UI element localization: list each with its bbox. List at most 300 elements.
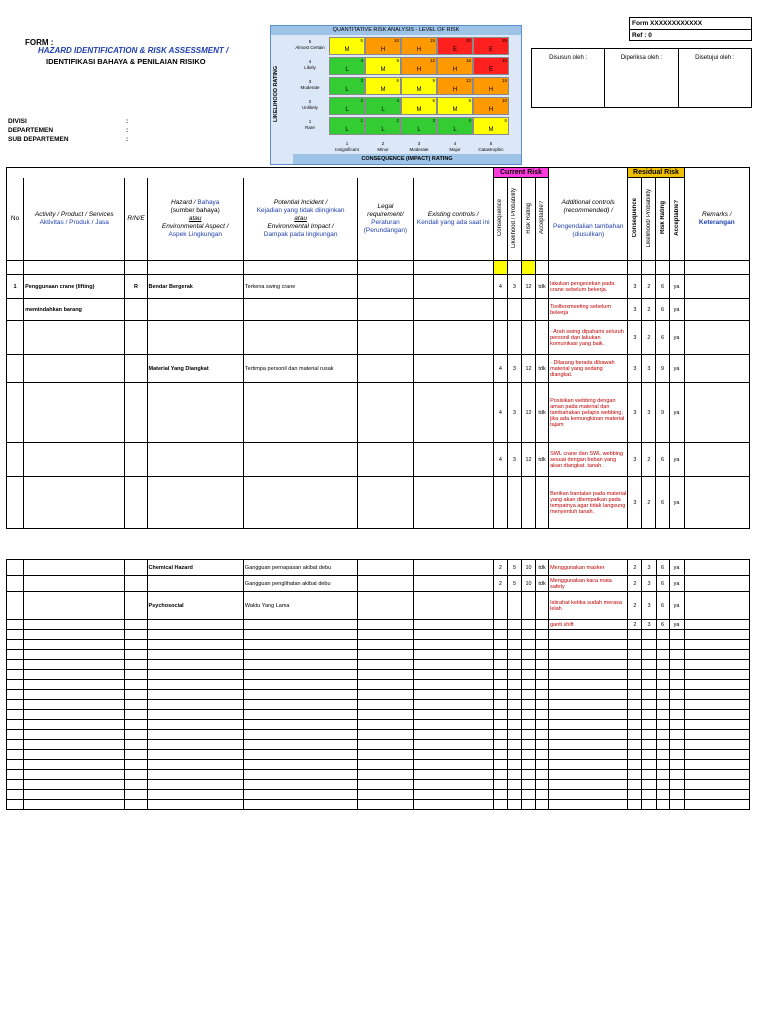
- field-sep: :: [126, 136, 129, 143]
- cell-consequence: [493, 321, 507, 355]
- cell-activity: [24, 477, 125, 529]
- cell-rne: [125, 680, 147, 690]
- matrix-cell-score: 10: [393, 38, 399, 43]
- cell-additional: [549, 680, 628, 690]
- cell-r-risk-rating: [656, 690, 669, 700]
- cell-r-risk-rating: [656, 660, 669, 670]
- cell-remarks: [684, 650, 749, 660]
- table-row: [7, 680, 750, 690]
- cell-legal: [358, 770, 413, 780]
- cell-consequence: [493, 750, 507, 760]
- cell-acceptable: [536, 650, 549, 660]
- cell-consequence: [493, 680, 507, 690]
- cell-legal: [358, 275, 413, 299]
- cell-remarks: [684, 780, 749, 790]
- cell-r-risk-rating: [656, 800, 669, 810]
- table-row: [7, 299, 750, 321]
- cell-r-risk-rating: [656, 670, 669, 680]
- cell-r-likelihood: 3: [642, 355, 656, 383]
- cell-existing: [413, 443, 493, 477]
- cell-r-consequence: [628, 790, 642, 800]
- cell-additional: [549, 790, 628, 800]
- cell-acceptable: [536, 780, 549, 790]
- cell-rne: [125, 592, 147, 620]
- cell-additional: [549, 770, 628, 780]
- cell-r-acceptable: [669, 680, 684, 690]
- cell-incident: [243, 790, 357, 800]
- col-consequence-label: Consequence: [497, 199, 504, 237]
- cell-no: [7, 780, 24, 790]
- cell-no: [7, 730, 24, 740]
- cell-remarks: [684, 710, 749, 720]
- cell-likelihood: [507, 740, 521, 750]
- matrix-row-label: 1 Rare: [305, 119, 315, 130]
- matrix-cell-score: 25: [501, 38, 507, 43]
- cell-r-acceptable: [669, 790, 684, 800]
- cell-existing: [413, 576, 493, 592]
- cell-r-consequence: 2: [628, 576, 642, 592]
- cell-hazard: [147, 660, 243, 670]
- cell-acceptable: [536, 770, 549, 780]
- cell-remarks: [684, 321, 749, 355]
- matrix-cell-score: 1: [360, 118, 363, 123]
- matrix-cell-level: H: [488, 87, 494, 93]
- cell-consequence: [493, 592, 507, 620]
- cell-risk-rating: [522, 720, 536, 730]
- cell-acceptable: [536, 620, 549, 630]
- table-row: [7, 800, 750, 810]
- cell-risk-rating: [522, 592, 536, 620]
- cell-r-consequence: 2: [628, 592, 642, 620]
- matrix-col-label: 2 Minor: [377, 141, 389, 152]
- table-row: [7, 760, 750, 770]
- cell-rne: [125, 321, 147, 355]
- cell-existing: [413, 690, 493, 700]
- cell-remarks: [684, 670, 749, 680]
- col-r-acceptable: [669, 178, 684, 261]
- cell-likelihood: [507, 720, 521, 730]
- cell-incident: [243, 630, 357, 640]
- cell-risk-rating: [522, 690, 536, 700]
- table-row: [7, 740, 750, 750]
- cell-hazard: [147, 790, 243, 800]
- cell-r-acceptable: [669, 650, 684, 660]
- cell-r-likelihood: [642, 660, 656, 670]
- checked-by: Diperiksa oleh :: [605, 49, 678, 107]
- cell-r-likelihood: [642, 690, 656, 700]
- matrix-cell-level: L: [453, 127, 457, 133]
- cell-remarks: [684, 477, 749, 529]
- matrix-cell: [437, 57, 473, 75]
- cell-r-consequence: [628, 640, 642, 650]
- cell-additional: · Arah swing dipahami seluruh personil dan lakukan komunikasi yang baik.: [549, 321, 628, 355]
- cell-r-likelihood: 3: [642, 576, 656, 592]
- matrix-cell-level: E: [488, 67, 493, 73]
- cell-acceptable: tdk: [536, 576, 549, 592]
- cell-incident: [243, 690, 357, 700]
- cell-incident: [243, 443, 357, 477]
- cell-hazard: [147, 630, 243, 640]
- matrix-cell-score: 3: [360, 78, 363, 83]
- cell-r-risk-rating: [656, 760, 669, 770]
- table-row: [7, 355, 750, 383]
- cell-remarks: [684, 299, 749, 321]
- cell-incident: Gangguan penglihatan akibat debu: [243, 576, 357, 592]
- cell-r-acceptable: ya: [669, 355, 684, 383]
- cell-hazard: [147, 383, 243, 443]
- cell-existing: [413, 670, 493, 680]
- col-r-consequence: [628, 178, 642, 261]
- cell-remarks: [684, 660, 749, 670]
- cell-risk-rating: [522, 650, 536, 660]
- col-incident-or: atau: [294, 214, 307, 222]
- cell-remarks: [684, 275, 749, 299]
- cell-r-risk-rating: [656, 730, 669, 740]
- matrix-cell-score: 4: [360, 58, 363, 63]
- cell-likelihood: 3: [507, 383, 521, 443]
- cell-no: [7, 560, 24, 576]
- cell-likelihood: 3: [507, 443, 521, 477]
- cell-hazard: [147, 760, 243, 770]
- table-row: [7, 780, 750, 790]
- matrix-cell-score: 2: [396, 118, 399, 123]
- matrix-cell-score: 9: [432, 78, 435, 83]
- cell-additional: · Dilarang berada dibawah material yang sedang diangkat.: [549, 355, 628, 383]
- matrix-cell: [401, 77, 437, 95]
- col-legal: [358, 178, 413, 261]
- cell-consequence: [493, 720, 507, 730]
- cell-hazard: [147, 780, 243, 790]
- cell-rne: [125, 790, 147, 800]
- cell-rne: [125, 383, 147, 443]
- cell-r-likelihood: [642, 780, 656, 790]
- cell-legal: [358, 800, 413, 810]
- cell-rne: [125, 299, 147, 321]
- matrix-title: QUANTITATIVE RISK ANALYSIS - LEVEL OF RISK: [271, 26, 521, 35]
- cell-rne: [125, 560, 147, 576]
- cell-risk-rating: [521, 299, 535, 321]
- matrix-cell: [401, 117, 437, 135]
- cell-no: [7, 630, 24, 640]
- cell-risk-rating: [522, 630, 536, 640]
- cell-r-acceptable: ya: [669, 620, 684, 630]
- cell-r-consequence: [628, 650, 642, 660]
- cell-r-likelihood: 2: [642, 477, 656, 529]
- cell-legal: [358, 443, 413, 477]
- cell-rne: [125, 576, 147, 592]
- cell-activity: [24, 640, 125, 650]
- matrix-cell-level: M: [380, 87, 386, 93]
- cell-risk-rating: [521, 477, 535, 529]
- cell-existing: [413, 592, 493, 620]
- matrix-row-label: 5 Almost Certain: [295, 39, 325, 50]
- cell-additional: Istirahat ketika sudah merasa lelah: [549, 592, 628, 620]
- matrix-col-label: 4 Major: [449, 141, 461, 152]
- cell-risk-rating: [522, 800, 536, 810]
- cell-incident: [243, 780, 357, 790]
- cell-incident: Terkena swing crane: [243, 275, 357, 299]
- matrix-cell-score: 6: [396, 78, 399, 83]
- cell-legal: [358, 355, 413, 383]
- cell-risk-rating: 12: [521, 443, 535, 477]
- cell-likelihood: [507, 730, 521, 740]
- cell-risk-rating: [522, 770, 536, 780]
- cell-remarks: [684, 760, 749, 770]
- cell-legal: [358, 700, 413, 710]
- cell-acceptable: tdk: [536, 443, 549, 477]
- cell-r-acceptable: ya: [669, 321, 684, 355]
- matrix-cell: [365, 77, 401, 95]
- table-row: [7, 592, 750, 620]
- cell-activity: [24, 560, 125, 576]
- cell-existing: [413, 630, 493, 640]
- cell-remarks: [684, 383, 749, 443]
- matrix-cell-level: M: [344, 47, 350, 53]
- cell-hazard: [147, 720, 243, 730]
- cell-r-acceptable: [669, 730, 684, 740]
- cell-risk-rating: 12: [521, 355, 535, 383]
- matrix-cell-level: M: [452, 107, 458, 113]
- cell-r-risk-rating: 6: [656, 299, 669, 321]
- cell-additional: Menggunakan masker: [549, 560, 628, 576]
- cell-hazard: [147, 740, 243, 750]
- cell-additional: [549, 780, 628, 790]
- cell-r-likelihood: [642, 740, 656, 750]
- col-r-likelihood-label: Likelihood/ Probability: [645, 188, 652, 248]
- table-row: [7, 790, 750, 800]
- cell-incident: Waktu Yang Lama: [243, 592, 357, 620]
- cell-incident: [243, 720, 357, 730]
- cell-activity: [24, 680, 125, 690]
- col-no: No: [7, 178, 24, 261]
- cell-additional: [549, 670, 628, 680]
- matrix-cell: [329, 97, 365, 115]
- matrix-cell-level: M: [416, 87, 422, 93]
- matrix-cell-score: 3: [432, 118, 435, 123]
- cell-r-consequence: [628, 710, 642, 720]
- col-activity-id: Aktivitas / Produk / Jasa: [39, 218, 109, 226]
- cell-legal: [358, 740, 413, 750]
- approved-by: Disetujui oleh :: [695, 55, 735, 61]
- cell-legal: [358, 780, 413, 790]
- cell-consequence: [493, 477, 507, 529]
- cell-hazard: [147, 443, 243, 477]
- cell-no: [7, 710, 24, 720]
- matrix-cell-level: L: [345, 107, 349, 113]
- cell-remarks: [684, 790, 749, 800]
- cell-legal: [358, 592, 413, 620]
- table-row: [7, 730, 750, 740]
- cell-r-acceptable: [669, 740, 684, 750]
- cell-r-consequence: 2: [628, 560, 642, 576]
- cell-rne: [125, 477, 147, 529]
- cell-likelihood: [507, 700, 521, 710]
- matrix-cell-level: M: [380, 67, 386, 73]
- cell-hazard: [147, 640, 243, 650]
- matrix-cell-score: 2: [360, 98, 363, 103]
- cell-incident: [243, 710, 357, 720]
- cell-existing: [413, 321, 493, 355]
- col-r-risk-rating: [656, 178, 669, 261]
- cell-no: [7, 690, 24, 700]
- cell-consequence: 4: [493, 443, 507, 477]
- cell-r-risk-rating: 6: [656, 443, 669, 477]
- cell-rne: [125, 710, 147, 720]
- table-row: [7, 630, 750, 640]
- matrix-cell-level: H: [452, 87, 458, 93]
- risk-table: [6, 167, 750, 529]
- cell-activity: [24, 576, 125, 592]
- cell-no: [7, 700, 24, 710]
- cell-risk-rating: 10: [522, 576, 536, 592]
- cell-r-risk-rating: 6: [656, 275, 669, 299]
- cell-r-risk-rating: [656, 680, 669, 690]
- cell-r-acceptable: ya: [669, 477, 684, 529]
- cell-r-consequence: 3: [628, 383, 642, 443]
- cell-rne: [125, 770, 147, 780]
- cell-r-likelihood: 3: [642, 383, 656, 443]
- table-row: [7, 690, 750, 700]
- cell-acceptable: [536, 477, 549, 529]
- matrix-cell-level: H: [416, 47, 422, 53]
- cell-r-likelihood: [642, 700, 656, 710]
- col-rne: R/N/E: [125, 178, 147, 261]
- cell-r-likelihood: 3: [642, 592, 656, 620]
- matrix-side-label: LIKELIHOOD RATING: [273, 65, 279, 123]
- cell-risk-rating: [522, 680, 536, 690]
- cell-incident: [243, 660, 357, 670]
- cell-remarks: [684, 576, 749, 592]
- cell-risk-rating: [522, 790, 536, 800]
- cell-acceptable: [536, 690, 549, 700]
- cell-consequence: 2: [493, 576, 507, 592]
- cell-legal: [358, 730, 413, 740]
- cell-r-likelihood: 2: [642, 299, 656, 321]
- cell-acceptable: [536, 592, 549, 620]
- cell-r-likelihood: [642, 710, 656, 720]
- cell-incident: [243, 760, 357, 770]
- cell-no: [7, 660, 24, 670]
- cell-additional: [549, 740, 628, 750]
- cell-likelihood: 3: [507, 275, 521, 299]
- matrix-cell: [473, 37, 509, 55]
- field-sep: :: [126, 127, 129, 134]
- cell-r-consequence: [628, 760, 642, 770]
- col-consequence: [493, 178, 507, 261]
- matrix-cell: [329, 37, 365, 55]
- cell-activity: [24, 670, 125, 680]
- cell-r-risk-rating: [656, 770, 669, 780]
- cell-consequence: [493, 770, 507, 780]
- cell-remarks: [684, 620, 749, 630]
- cell-no: [7, 740, 24, 750]
- col-acceptable-label: Acceptable?: [539, 201, 546, 235]
- col-risk-rating-label: Risk Rating: [525, 202, 532, 234]
- form-subtitle: IDENTIFIKASI BAHAYA & PENILAIAN RISIKO: [46, 57, 206, 66]
- cell-remarks: [684, 443, 749, 477]
- matrix-cell-score: 16: [465, 58, 471, 63]
- cell-existing: [413, 710, 493, 720]
- cell-rne: [125, 620, 147, 630]
- cell-hazard: Bendar Bergerak: [147, 275, 243, 299]
- col-existing-id: Kendali yang ada saat ini: [416, 218, 490, 226]
- matrix-cell: [365, 97, 401, 115]
- cell-likelihood: [507, 299, 521, 321]
- cell-legal: [358, 660, 413, 670]
- cell-acceptable: [536, 630, 549, 640]
- cell-consequence: 2: [493, 560, 507, 576]
- field-label-departemen: DEPARTEMEN: [8, 127, 54, 134]
- cell-rne: [125, 630, 147, 640]
- cell-existing: [413, 680, 493, 690]
- cell-r-risk-rating: 9: [656, 383, 669, 443]
- cell-hazard: Material Yang Diangkat: [147, 355, 243, 383]
- table-row: [7, 321, 750, 355]
- cell-r-consequence: [628, 740, 642, 750]
- cell-r-consequence: 3: [628, 477, 642, 529]
- col-legal-en: Legal requirement/: [367, 202, 404, 218]
- cell-acceptable: tdk: [536, 275, 549, 299]
- table-row: [7, 443, 750, 477]
- cell-r-acceptable: [669, 700, 684, 710]
- cell-r-likelihood: [642, 750, 656, 760]
- cell-existing: [413, 700, 493, 710]
- cell-existing: [413, 660, 493, 670]
- cell-consequence: [493, 730, 507, 740]
- cell-rne: [125, 700, 147, 710]
- cell-r-risk-rating: 6: [656, 477, 669, 529]
- matrix-cell-score: 15: [429, 38, 435, 43]
- cell-hazard: [147, 670, 243, 680]
- cell-risk-rating: [522, 660, 536, 670]
- table-row: [7, 560, 750, 576]
- cell-legal: [358, 299, 413, 321]
- cell-r-likelihood: [642, 770, 656, 780]
- cell-consequence: [493, 640, 507, 650]
- col-env-impact-id: Dampak pada lingkungan: [263, 230, 338, 238]
- cell-consequence: [493, 780, 507, 790]
- cell-rne: [125, 670, 147, 680]
- cell-acceptable: [536, 670, 549, 680]
- cell-existing: [413, 620, 493, 630]
- cell-r-acceptable: [669, 760, 684, 770]
- cell-r-acceptable: ya: [669, 275, 684, 299]
- cell-risk-rating: [522, 730, 536, 740]
- cell-r-risk-rating: [656, 650, 669, 660]
- signature-box: [531, 48, 752, 108]
- col-remarks-en: Remarks /: [702, 210, 732, 218]
- cell-incident: [243, 730, 357, 740]
- cell-remarks: [684, 750, 749, 760]
- cell-activity: [24, 443, 125, 477]
- cell-r-consequence: 3: [628, 355, 642, 383]
- cell-additional: ganti shift: [549, 620, 628, 630]
- matrix-cell-level: M: [416, 107, 422, 113]
- cell-r-acceptable: ya: [669, 383, 684, 443]
- cell-risk-rating: [522, 670, 536, 680]
- cell-no: [7, 680, 24, 690]
- cell-r-consequence: 3: [628, 275, 642, 299]
- cell-r-consequence: [628, 680, 642, 690]
- cell-r-consequence: [628, 630, 642, 640]
- cell-r-likelihood: [642, 630, 656, 640]
- cell-legal: [358, 710, 413, 720]
- cell-activity: [24, 800, 125, 810]
- cell-acceptable: [536, 740, 549, 750]
- cell-activity: [24, 700, 125, 710]
- cell-r-likelihood: [642, 720, 656, 730]
- cell-r-consequence: 3: [628, 299, 642, 321]
